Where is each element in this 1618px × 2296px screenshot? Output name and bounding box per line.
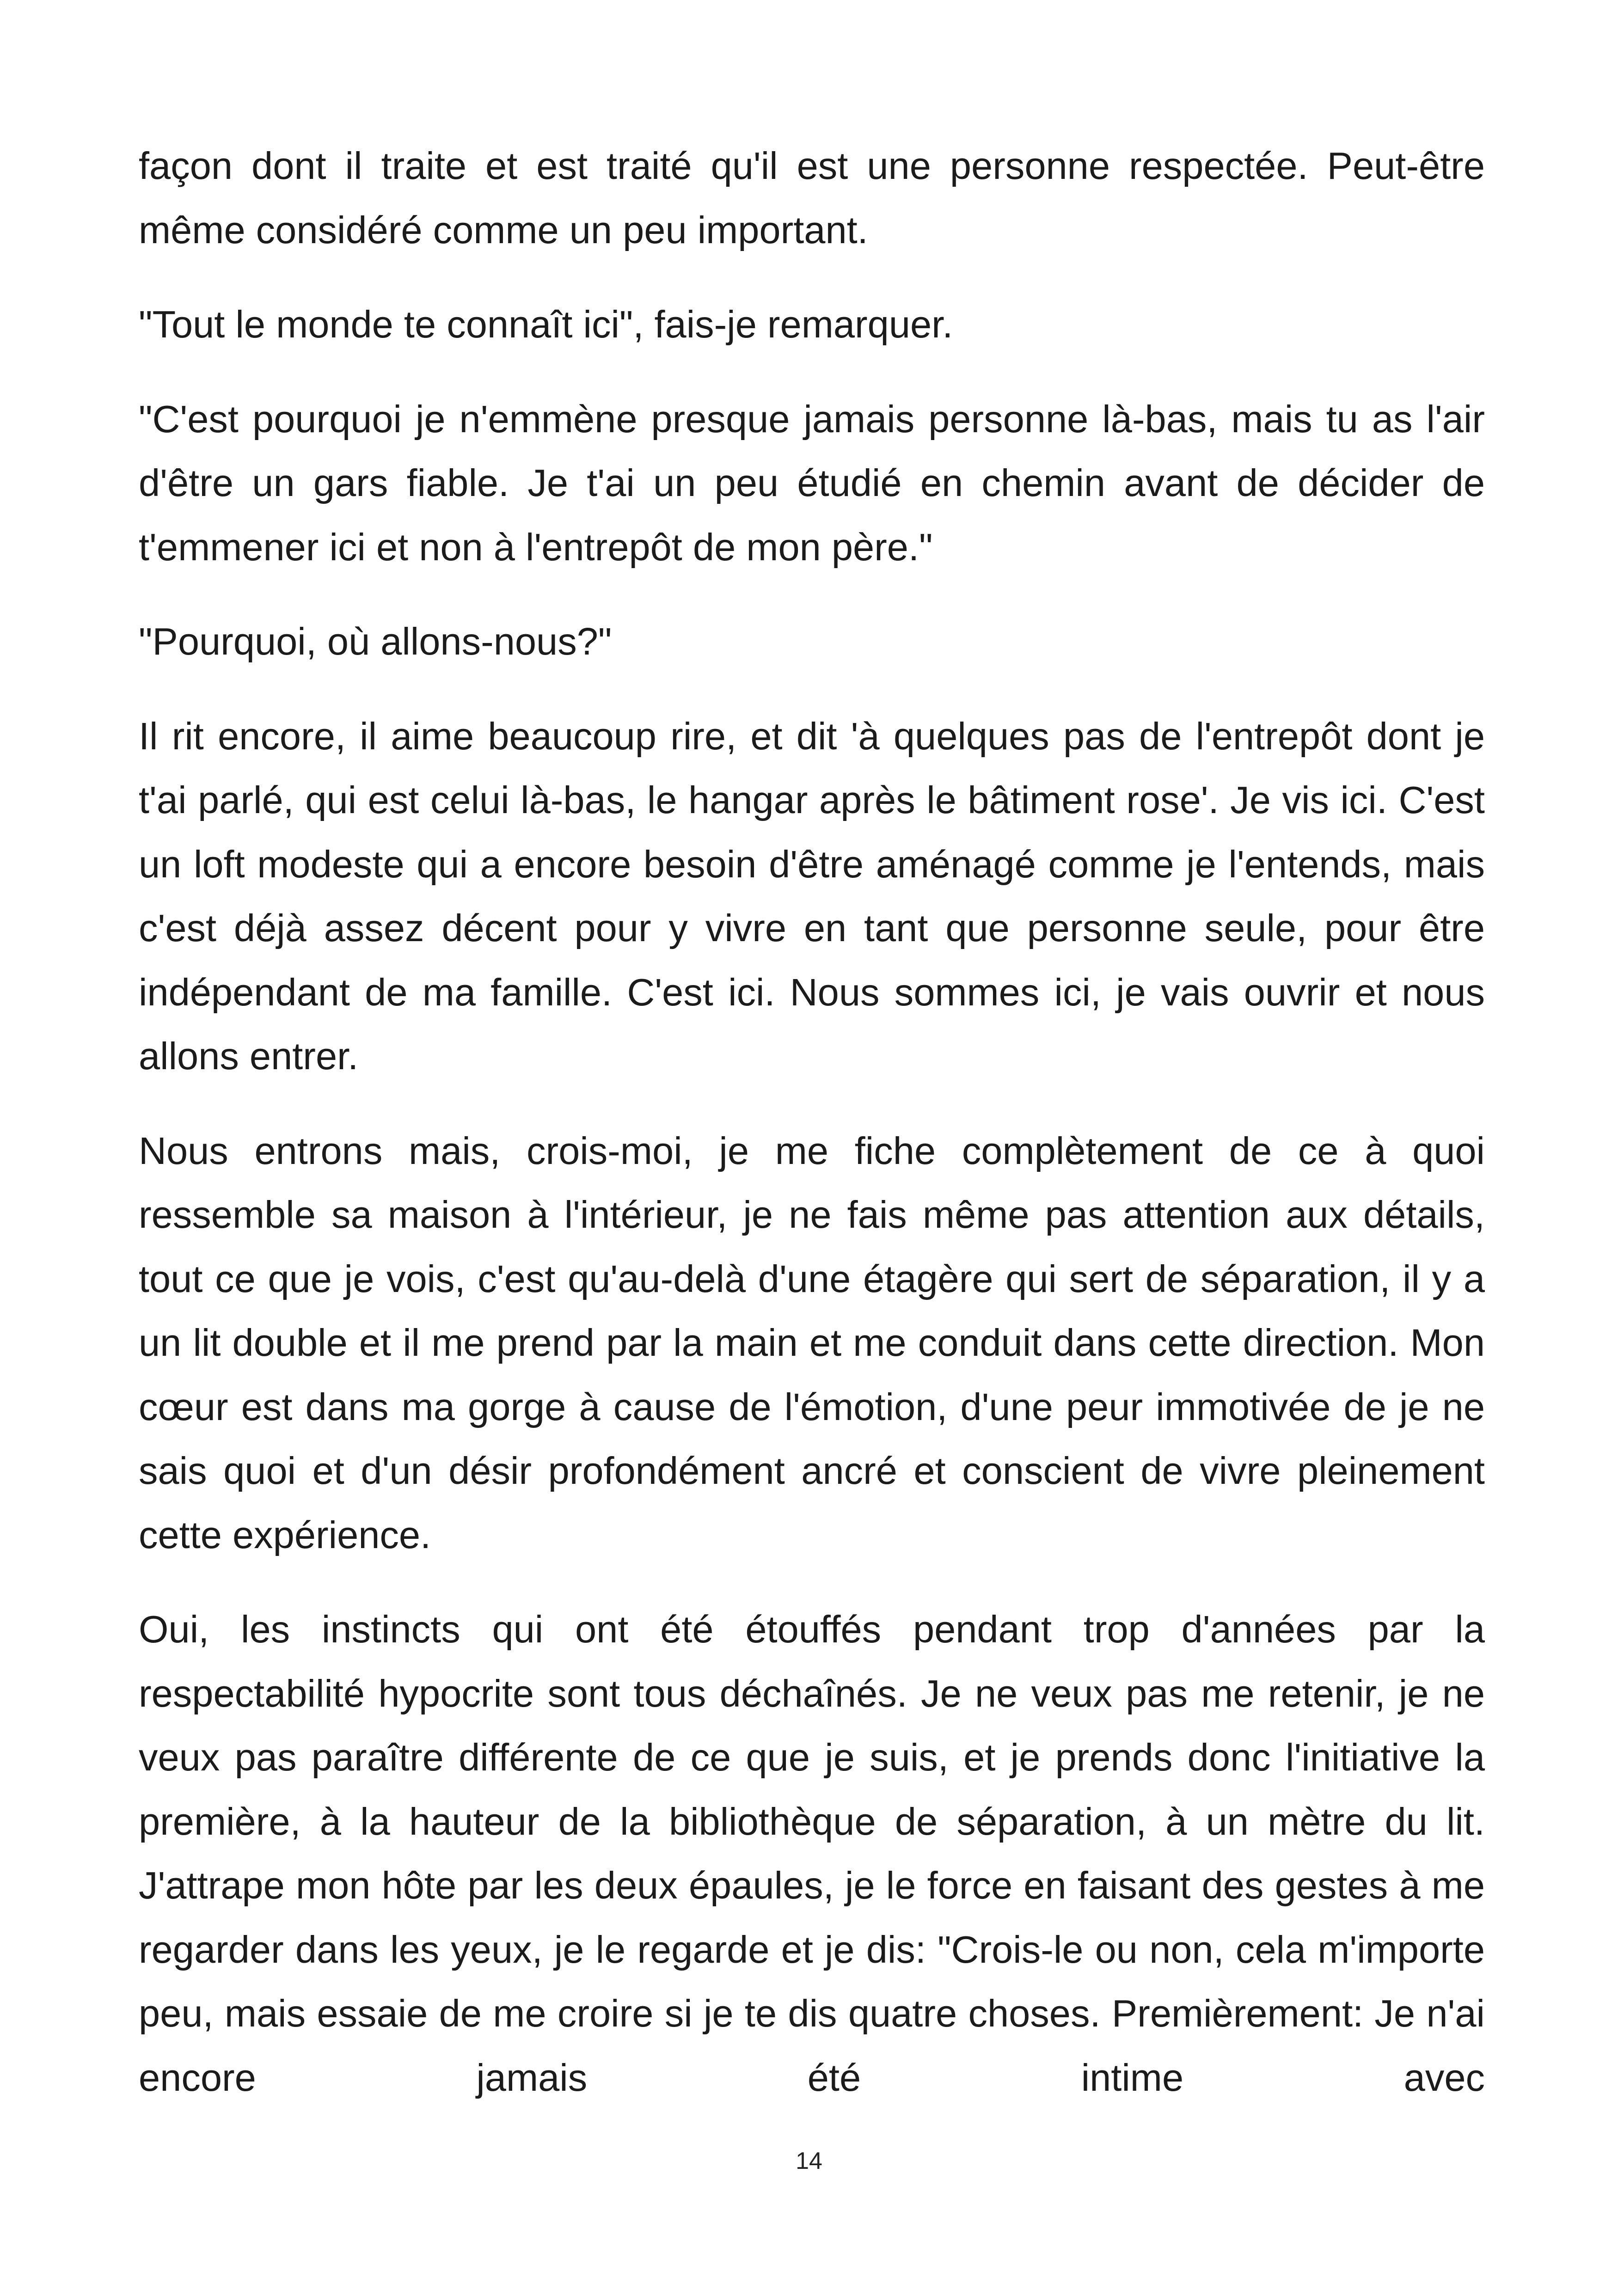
body-text — [139, 134, 1485, 2140]
paragraph: "Pourquoi, où allons-nous?" — [139, 620, 612, 663]
paragraph: "C'est pourquoi je n'emmène presque jamais personne là-bas, mais tu as l'air d'être un gars fiable. Je t'ai un peu étudié en chemin avant de décider de t'emmener ici et non à l'entrepôt de mon père." — [139, 397, 1485, 569]
paragraph: Oui, les instincts qui ont été étouffés pendant trop d'années par la respectabilité hypocrite sont tous déchaînés. Je ne veux pas me retenir, je ne veux pas paraître différente de ce que je suis, et je prends donc l'initiative la première, à la hauteur de la bibliothèque de séparation, à un mètre du lit. J'attrape mon hôte par les deux épaules, je le force en faisant des gestes à me regarder dans les yeux, je le regarde et je dis: "Crois-le ou non, cela m'importe peu, mais essaie de me croire si je te dis quatre choses. Premièrement: Je n'ai encore jamais été intime avec — [139, 1608, 1485, 2099]
paragraph: Il rit encore, il aime beaucoup rire, et dit 'à quelques pas de l'entrepôt dont je t'ai parlé, qui est celui là-bas, le hangar après le bâtiment rose'. Je vis ici. C'est un loft modeste qui a encore besoin d'être aménagé comme je l'entends, mais c'est déjà assez décent pour y vivre en tant que personne seule, pour être indépendant de ma famille. C'est ici. Nous sommes ici, je vais ouvrir et nous allons entrer. — [139, 714, 1485, 1078]
page-number: 14 — [796, 2148, 822, 2174]
paragraph: "Tout le monde te connaît ici", fais-je remarquer. — [139, 303, 953, 346]
paragraph: Nous entrons mais, crois-moi, je me fiche complètement de ce à quoi ressemble sa maison à l'intérieur, je ne fais même pas attention aux détails, tout ce que je vois, c'est qu'au-delà d'une étagère qui sert de séparation, il y a un lit double et il me prend par la main et me conduit dans cette direction. Mon cœur est dans ma gorge à cause de l'émotion, d'une peur immotivée de je ne sais quoi et d'un désir profondément ancré et conscient de vivre pleinement cette expérience. — [139, 1129, 1485, 1556]
paragraph: façon dont il traite et est traité qu'il est une personne respectée. Peut-être même considéré comme un peu important. — [139, 144, 1485, 251]
